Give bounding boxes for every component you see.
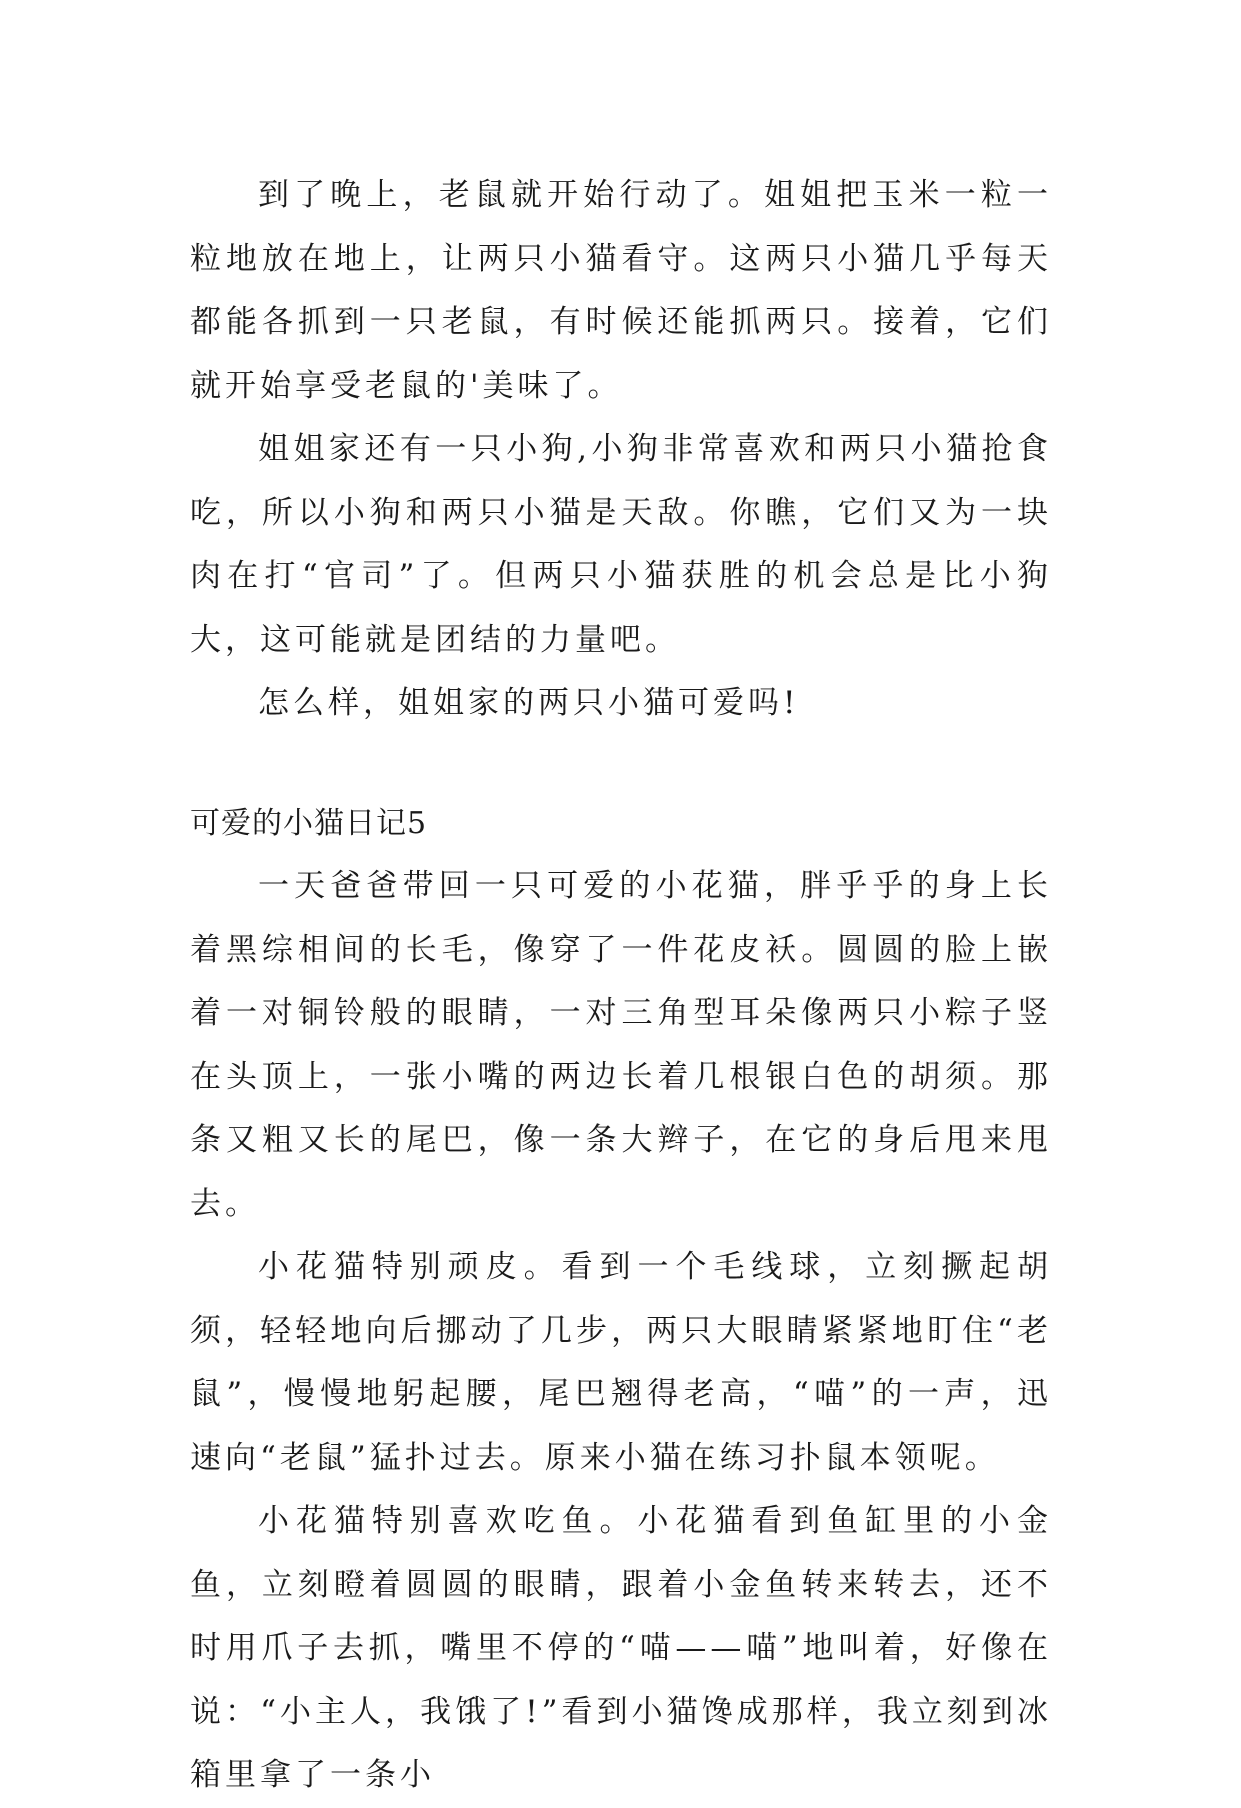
paragraph: 一天爸爸带回一只可爱的小花猫，胖乎乎的身上长着黑综相间的长毛，像穿了一件花皮袄。圆圆的脸上嵌着一对铜铃般的眼睛，一对三角型耳朵像两只小粽子竖在头顶上，一张小嘴的两边长着几根银白色的胡须。那条又粗又长的尾巴，像一条大辫子，在它的身后甩来甩去。: [190, 868, 1052, 1222]
paragraph: 小花猫特别顽皮。看到一个毛线球，立刻撅起胡须，轻轻地向后挪动了几步，两只大眼睛紧紧地盯住“老鼠”，慢慢地躬起腰，尾巴翘得老高，“喵”的一声，迅速向“老鼠”猛扑过去。原来小猫在练习扑鼠本领呢。: [190, 1249, 1052, 1476]
paragraph: 姐姐家还有一只小狗,小狗非常喜欢和两只小猫抢食吃，所以小狗和两只小猫是天敌。你瞧，它们又为一块肉在打“官司”了。但两只小猫获胜的机会总是比小狗大，这可能就是团结的力量吧。: [190, 431, 1052, 658]
paragraph: 小花猫特别喜欢吃鱼。小花猫看到鱼缸里的小金鱼，立刻瞪着圆圆的眼睛，跟着小金鱼转来转去，还不时用爪子去抓，嘴里不停的“喵——喵”地叫着，好像在说：“小主人，我饿了!”看到小猫馋成那样，我立刻到冰箱里拿了一条小: [190, 1503, 1052, 1793]
section-title: 可爱的小猫日记5: [190, 805, 428, 841]
paragraph: 到了晚上，老鼠就开始行动了。姐姐把玉米一粒一粒地放在地上，让两只小猫看守。这两只小猫几乎每天都能各抓到一只老鼠，有时候还能抓两只。接着，它们就开始享受老鼠的'美味了。: [190, 177, 1052, 404]
paragraph: 怎么样，姐姐家的两只小猫可爱吗!: [258, 685, 800, 721]
document-body: [190, 164, 1052, 1808]
